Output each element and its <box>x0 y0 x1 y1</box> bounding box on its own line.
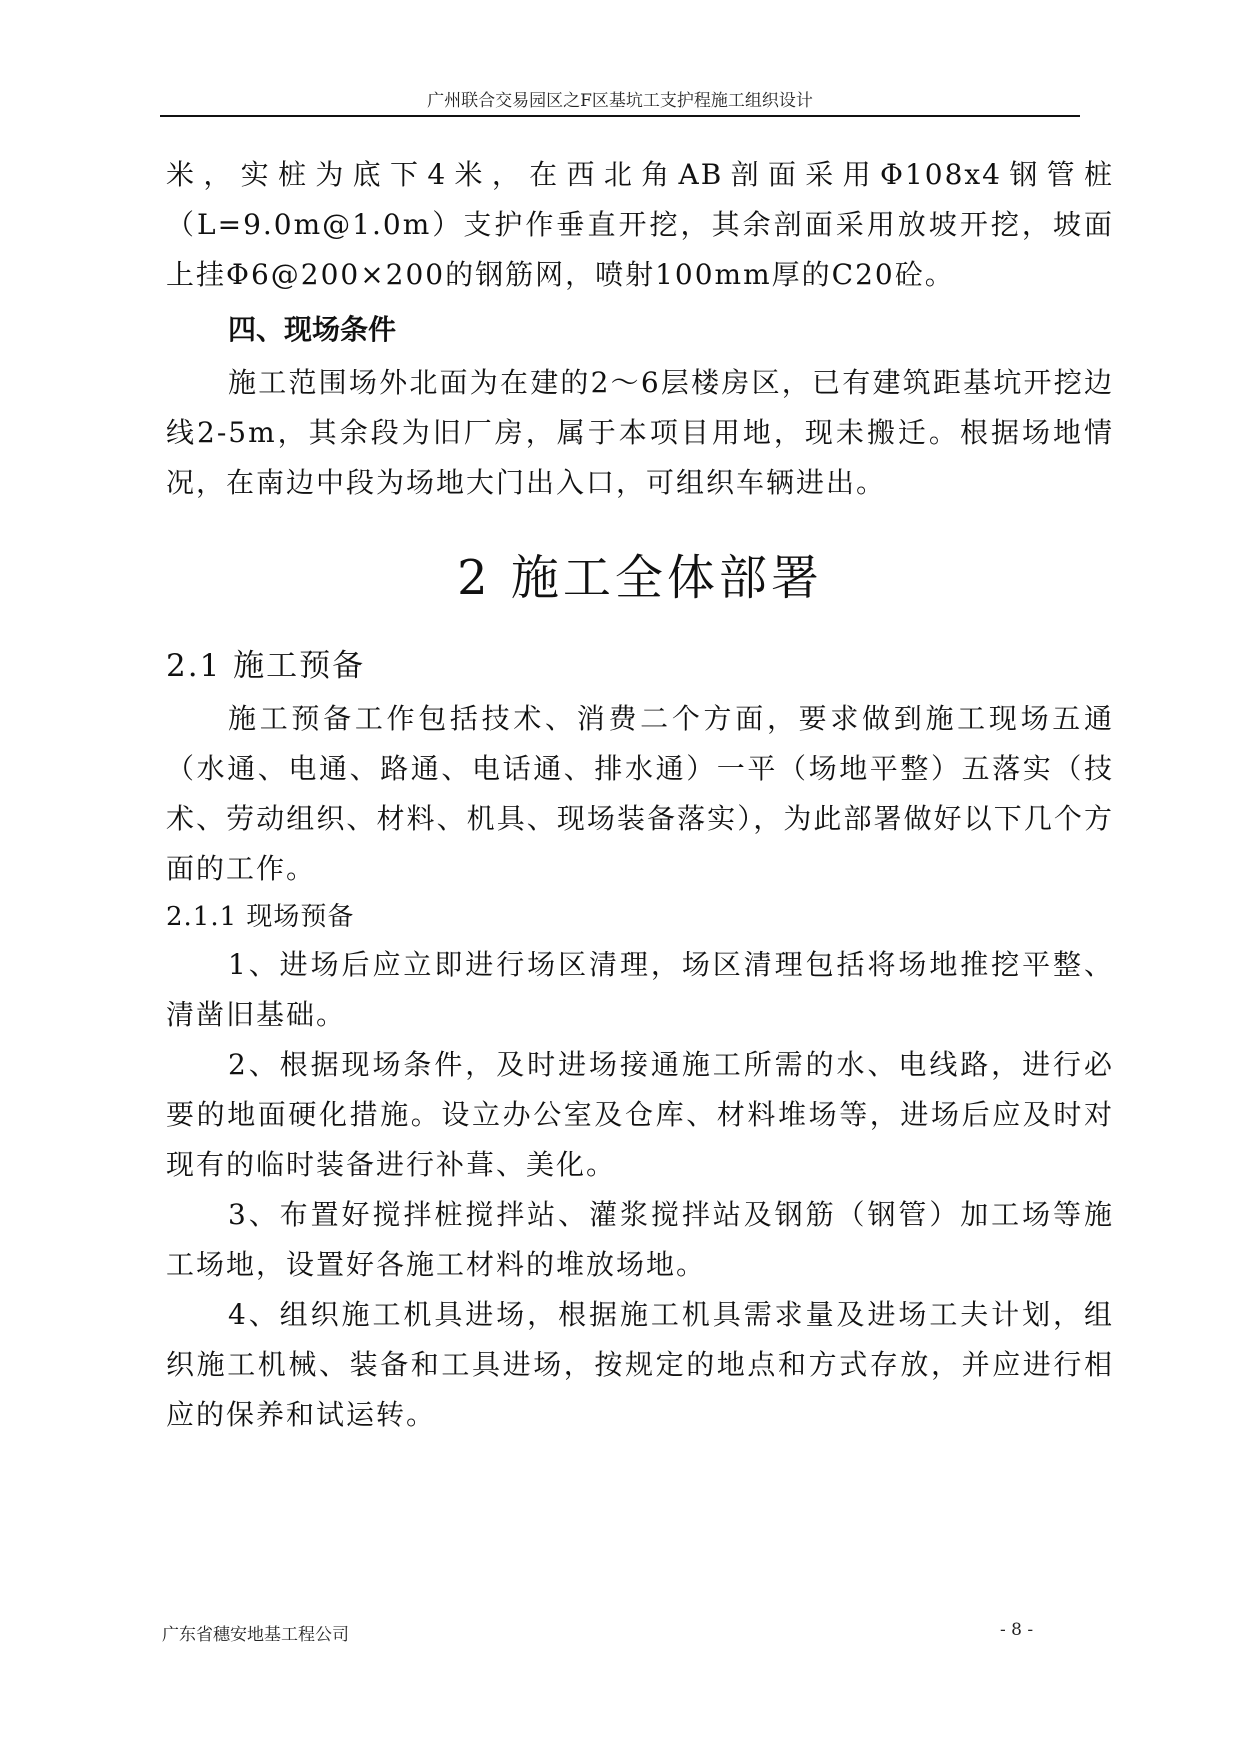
section-heading-2-1: 2.1 施工预备 <box>166 648 366 684</box>
footer-company: 广东省穗安地基工程公司 <box>162 1625 349 1645</box>
list-item-1: 1、进场后应立即进行场区清理，场区清理包括将场地推挖平整、清凿旧基础。 <box>166 948 1114 1031</box>
paragraph-site-conditions: 施工范围场外北面为在建的2～6层楼房区，已有建筑距基坑开挖边线2-5m，其余段为旧厂房，属于本项目用地，现未搬迁。根据场地情况，在南边中段为场地大门出入口，可组织车辆进出。 <box>166 366 1114 499</box>
page-header: 广州联合交易园区之F区基坑工支护程施工组织设计 <box>427 91 813 111</box>
paragraph-preparation: 施工预备工作包括技术、消费二个方面，要求做到施工现场五通（水通、电通、路通、电话通、排水通）一平（场地平整）五落实（技术、劳动组织、材料、机具、现场装备落实），为此部署做好以下几个方面的工作。 <box>166 702 1114 885</box>
header-rule <box>160 115 1080 117</box>
paragraph-continued: 米，实桩为底下4米，在西北角AB剖面采用Φ108x4钢管桩（L=9.0m@1.0m）支护作垂直开挖，其余剖面采用放坡开挖，坡面上挂Φ6@200×200的钢筋网，喷射100mm厚的C20砼。 <box>166 158 1114 291</box>
document-body <box>166 150 1114 1440</box>
footer-page-number: - 8 - <box>1000 1620 1034 1640</box>
list-item-2: 2、根据现场条件，及时进场接通施工所需的水、电线路，进行必要的地面硬化措施。设立办公室及仓库、材料堆场等，进场后应及时对现有的临时装备进行补葺、美化。 <box>166 1048 1114 1181</box>
chapter-title: 2 施工全体部署 <box>457 550 823 606</box>
heading-site-conditions: 四、现场条件 <box>228 313 397 346</box>
subsection-heading-2-1-1: 2.1.1 现场预备 <box>166 902 355 932</box>
list-item-4: 4、组织施工机具进场，根据施工机具需求量及进场工夫计划，组织施工机械、装备和工具进场，按规定的地点和方式存放，并应进行相应的保养和试运转。 <box>166 1298 1114 1431</box>
list-item-3: 3、布置好搅拌桩搅拌站、灌浆搅拌站及钢筋（钢管）加工场等施工场地，设置好各施工材料的堆放场地。 <box>166 1198 1114 1281</box>
